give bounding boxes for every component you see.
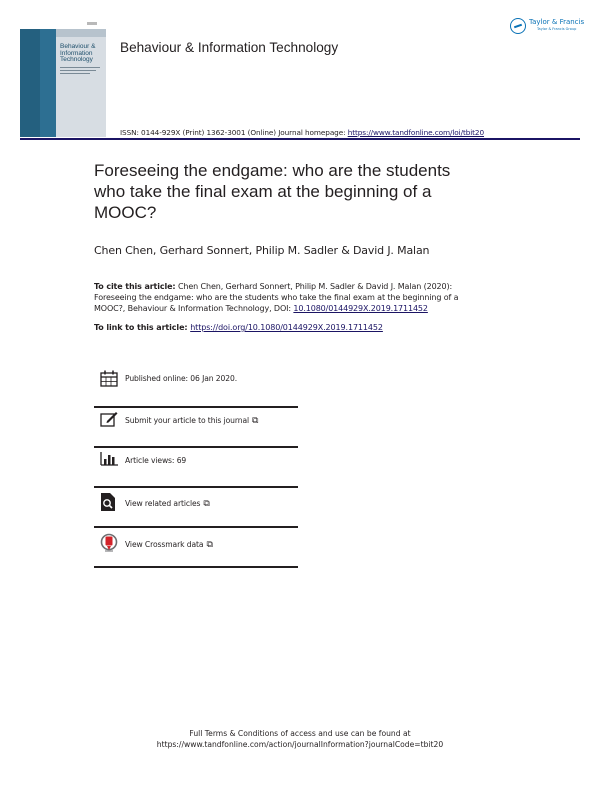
article-authors: Chen Chen, Gerhard Sonnert, Philip M. Sadler & David J. Malan [94, 244, 430, 257]
article-title [94, 160, 504, 223]
published-row [94, 374, 298, 414]
article-title-line3: MOOC? [94, 203, 157, 222]
publisher-logo-name: Taylor & Francis [529, 18, 585, 26]
cover-title-line3: Technology [60, 56, 93, 63]
citation-label: To cite this article: [94, 282, 176, 291]
doi-link[interactable]: 10.1080/0144929X.2019.1711452 [293, 304, 428, 314]
crossmark-icon [100, 533, 118, 553]
crossmark-label: View Crossmark data [125, 540, 204, 549]
article-views: Article views: 69 [125, 456, 187, 465]
publisher-logo-sub: Taylor & Francis Group [537, 27, 577, 31]
related-row[interactable] [94, 499, 298, 539]
article-title-line1: Foreseeing the endgame: who are the students [94, 161, 451, 180]
related-articles-label: View related articles [125, 499, 201, 508]
issn-line [120, 128, 484, 137]
submit-article-label: Submit your article to this journal [125, 416, 250, 425]
cover-title-line2: Information [60, 49, 93, 57]
edit-icon [100, 411, 118, 427]
article-link-line [94, 323, 383, 332]
header-divider [20, 138, 580, 140]
related-articles-link[interactable] [125, 499, 210, 509]
info-divider-3 [94, 486, 298, 488]
cover-mark [87, 22, 97, 25]
info-divider-1 [94, 406, 298, 408]
footer-terms-link[interactable]: https://www.tandfonline.com/action/journalInformation?journalCode=tbit20 [156, 740, 444, 749]
journal-homepage-link[interactable]: https://www.tandfonline.com/loi/tbit20 [347, 128, 485, 137]
external-link-icon: ⧉ [252, 416, 259, 426]
document-search-icon [100, 492, 116, 512]
info-divider-4 [94, 526, 298, 528]
bar-chart-icon [100, 452, 118, 466]
article-title-line2: who take the final exam at the beginning of a [94, 182, 432, 201]
external-link-icon: ⧉ [203, 499, 210, 509]
submit-row[interactable] [94, 416, 298, 456]
info-divider-2 [94, 446, 298, 448]
crossmark-row[interactable] [94, 540, 298, 580]
publisher-logo-icon [510, 18, 526, 34]
published-date: Published online: 06 Jan 2020. [125, 374, 238, 383]
publisher-logo[interactable] [510, 18, 585, 36]
article-link[interactable]: https://doi.org/10.1080/0144929X.2019.1711452 [190, 323, 383, 332]
footer-line1: Full Terms & Conditions of access and use can be found at [189, 729, 411, 738]
journal-cover [20, 20, 106, 137]
views-row [94, 456, 298, 496]
cover-stripe [20, 29, 40, 137]
citation-line1: Chen Chen, Gerhard Sonnert, Philip M. Sadler & David J. Malan (2020): [175, 282, 453, 291]
article-link-label: To link to this article: [94, 323, 191, 332]
cover-text-lines [60, 67, 100, 76]
calendar-icon [100, 370, 118, 387]
citation-block [94, 281, 458, 315]
submit-article-link[interactable] [125, 416, 258, 426]
cover-title-line1: Behaviour & [60, 43, 96, 50]
cover-title [60, 44, 95, 64]
citation-line3: MOOC?, Behaviour & Information Technology, DOI: [94, 304, 294, 314]
footer [0, 728, 600, 750]
issn-text: ISSN: 0144-929X (Print) 1362-3001 (Online) Journal homepage: [120, 128, 348, 137]
external-link-icon: ⧉ [206, 540, 213, 550]
info-divider-5 [94, 566, 298, 568]
cover-band [56, 29, 106, 37]
journal-name: Behaviour & Information Technology [120, 40, 339, 55]
crossmark-link[interactable] [125, 540, 213, 550]
citation-line2: Foreseeing the endgame: who are the students who take the final exam at the beginning of a [94, 293, 459, 303]
